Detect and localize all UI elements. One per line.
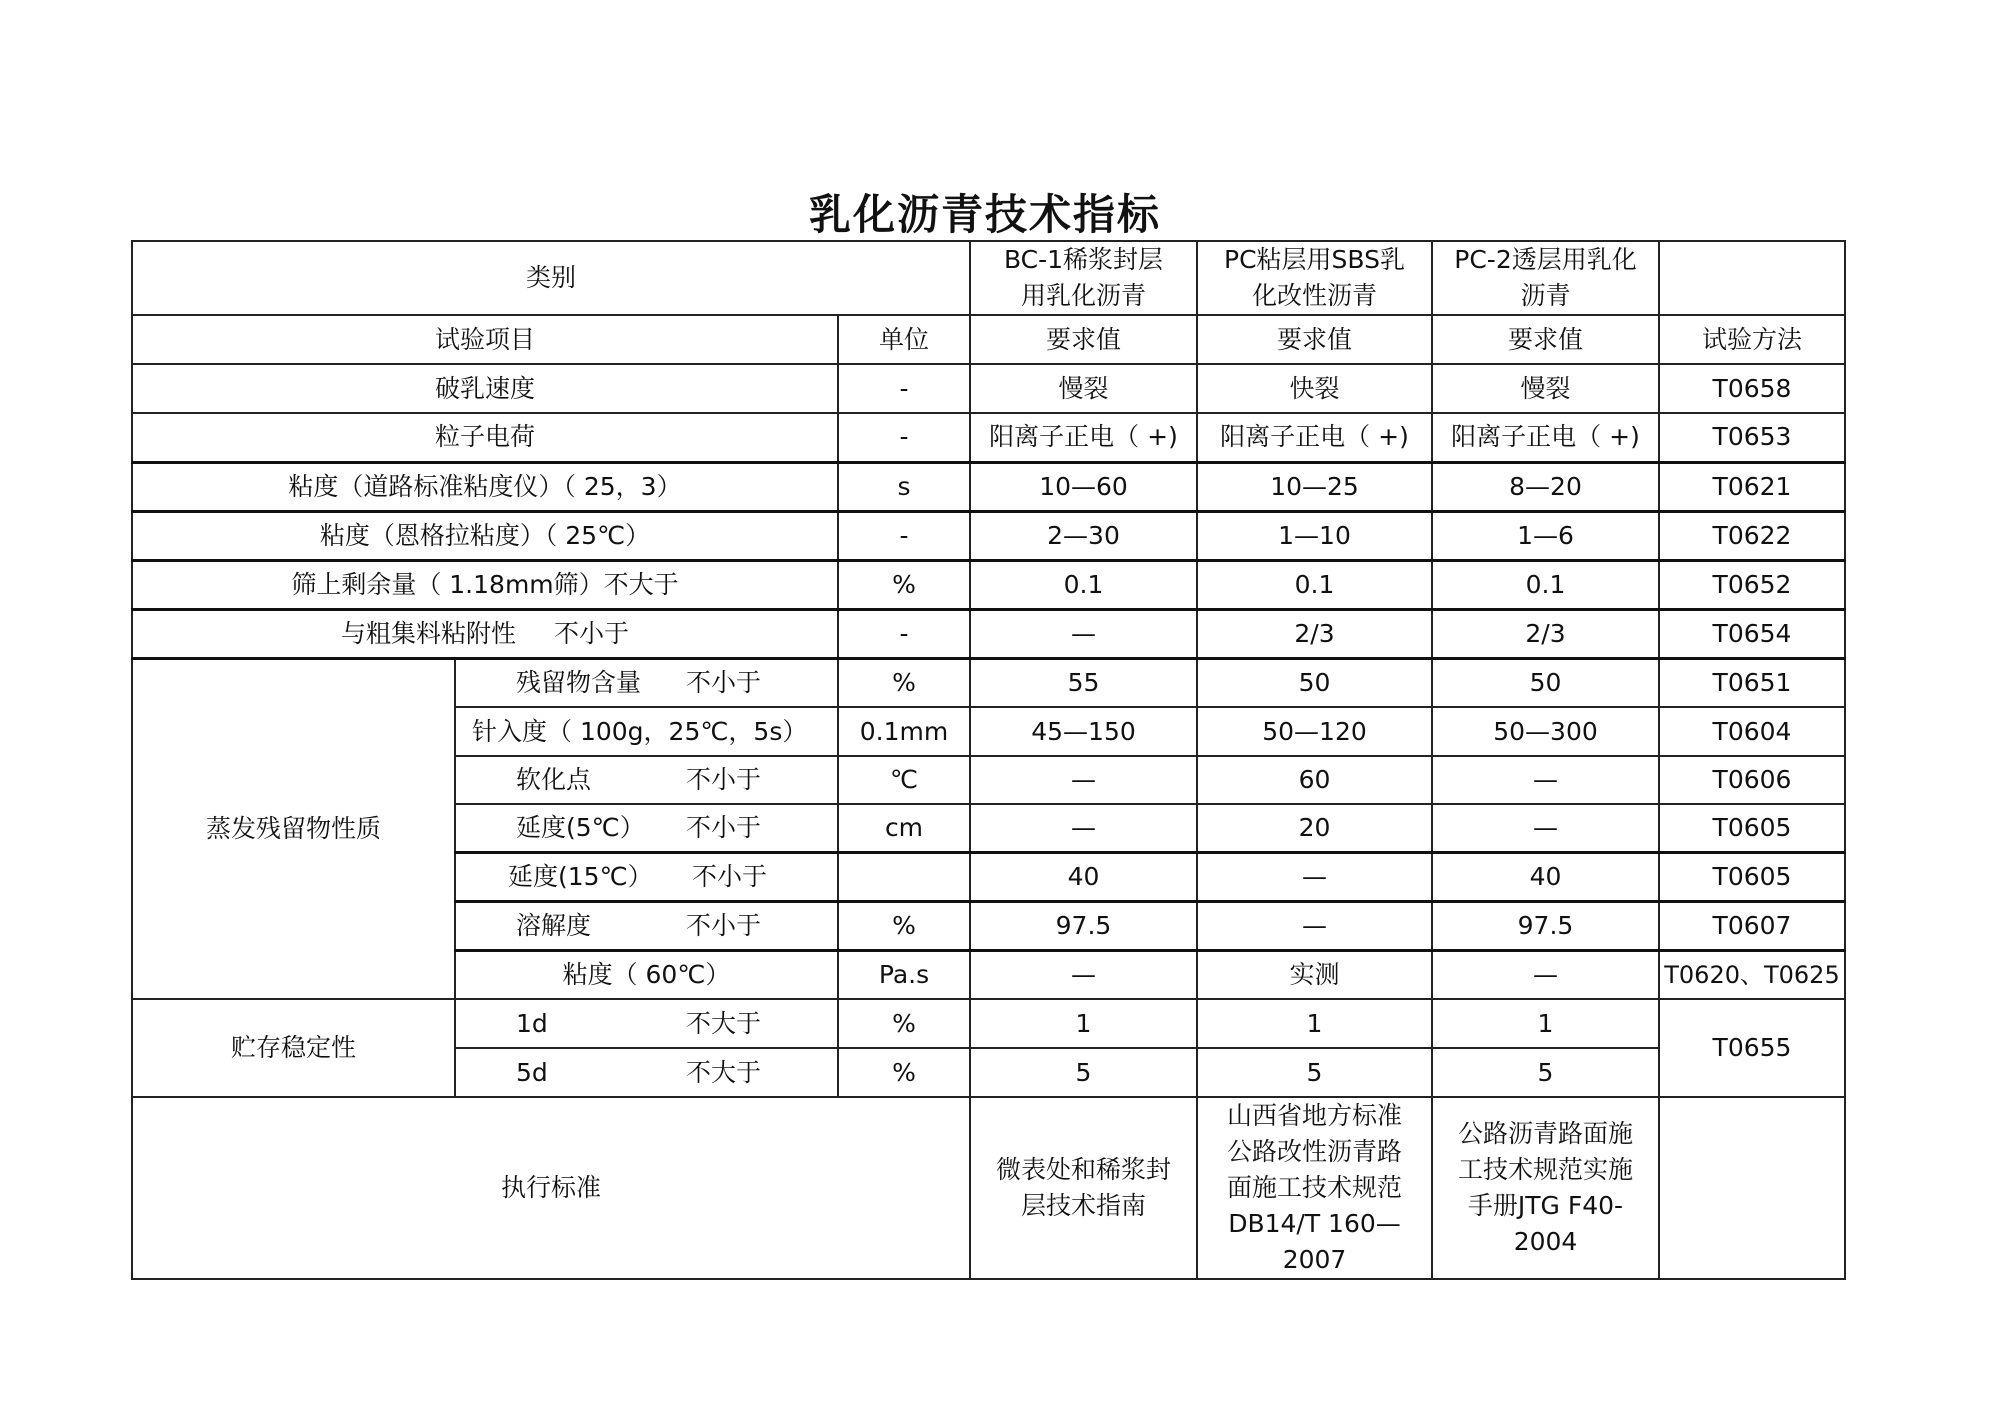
- table-row: [132, 364, 1845, 413]
- row-method: T0605: [1659, 852, 1845, 901]
- row-unit: %: [838, 901, 970, 950]
- row-method: T0620、T0625: [1659, 950, 1845, 999]
- standard-label: 执行标准: [132, 1097, 970, 1279]
- row-method: T0604: [1659, 707, 1845, 756]
- row-value-1: —: [970, 756, 1197, 804]
- storage-item-name: 5d: [516, 1057, 548, 1087]
- residue-item-qualifier: 不小于: [686, 812, 762, 842]
- spec-table: [131, 240, 1846, 1280]
- row-value-2: 0.1: [1197, 560, 1432, 609]
- row-method: T0654: [1659, 609, 1845, 658]
- row-value-3: 50—300: [1432, 707, 1659, 756]
- residue-item-qualifier: 不小于: [686, 765, 762, 794]
- residue-item: [455, 901, 838, 950]
- residue-item-qualifier: 不小于: [686, 910, 762, 940]
- residue-item: [455, 950, 838, 999]
- residue-item: [455, 707, 838, 756]
- row-value-1: 55: [970, 658, 1197, 707]
- row-value-3: 97.5: [1432, 901, 1659, 950]
- row-value-1: 2—30: [970, 511, 1197, 560]
- row-item: 粘度（恩格拉粘度）（ 25℃）: [132, 511, 838, 560]
- row-item-name: 与粗集料粘附性: [340, 618, 516, 648]
- row-unit: %: [838, 1048, 970, 1097]
- row-unit: -: [838, 413, 970, 462]
- row-unit: 0.1mm: [838, 707, 970, 756]
- row-method: T0621: [1659, 462, 1845, 511]
- row-method: T0658: [1659, 364, 1845, 413]
- residue-item-name: 软化点: [516, 765, 592, 794]
- standard-method: [1659, 1097, 1845, 1279]
- residue-item-name: 延度(15℃）: [508, 861, 653, 891]
- row-value-3: 2/3: [1432, 609, 1659, 658]
- row-value-2: 实测: [1197, 950, 1432, 999]
- row-value-2: 阳离子正电（ +): [1197, 413, 1432, 462]
- row-method: T0606: [1659, 756, 1845, 804]
- row-value-3: 40: [1432, 852, 1659, 901]
- header-col-bc1: BC-1稀浆封层用乳化沥青: [970, 241, 1197, 315]
- req-header-2: 要求值: [1197, 315, 1432, 364]
- row-unit: %: [838, 560, 970, 609]
- storage-group-label: 贮存稳定性: [132, 999, 455, 1097]
- residue-item: [455, 804, 838, 852]
- row-unit: %: [838, 658, 970, 707]
- row-value-2: 2/3: [1197, 609, 1432, 658]
- table-row: [132, 462, 1845, 511]
- header-col-empty: [1659, 241, 1845, 315]
- row-value-2: 1—10: [1197, 511, 1432, 560]
- row-unit: -: [838, 364, 970, 413]
- row-value-1: 1: [970, 999, 1197, 1048]
- residue-item-qualifier: 不小于: [692, 861, 768, 891]
- standard-value-1: 微表处和稀浆封层技术指南: [970, 1097, 1197, 1279]
- row-value-1: 阳离子正电（ +): [970, 413, 1197, 462]
- storage-item: [455, 999, 838, 1048]
- row-method: T0652: [1659, 560, 1845, 609]
- row-value-1: 97.5: [970, 901, 1197, 950]
- row-value-2: —: [1197, 852, 1432, 901]
- row-unit: -: [838, 511, 970, 560]
- row-value-3: 8—20: [1432, 462, 1659, 511]
- row-value-3: 1: [1432, 999, 1659, 1048]
- page-title: 乳化沥青技术指标: [808, 190, 1161, 239]
- table-row: [132, 413, 1845, 462]
- row-value-1: 40: [970, 852, 1197, 901]
- row-item: 粘度（道路标准粘度仪）（ 25，3）: [132, 462, 838, 511]
- row-method: T0605: [1659, 804, 1845, 852]
- row-method: T0607: [1659, 901, 1845, 950]
- standard-row: [132, 1097, 1845, 1279]
- table-row: [132, 999, 1845, 1048]
- row-value-1: —: [970, 950, 1197, 999]
- row-value-3: 阳离子正电（ +): [1432, 413, 1659, 462]
- residue-item-name: 延度(5℃）: [516, 812, 645, 842]
- row-value-3: 1—6: [1432, 511, 1659, 560]
- standard-value-3: 公路沥青路面施工技术规范实施手册JTG F40-2004: [1432, 1097, 1659, 1279]
- header-col-pc2: PC-2透层用乳化沥青: [1432, 241, 1659, 315]
- residue-item-name: 残留物含量: [516, 667, 642, 697]
- row-item: 筛上剩余量（ 1.18mm筛）不大于: [132, 560, 838, 609]
- row-item: 破乳速度: [132, 364, 838, 413]
- storage-item-qualifier: 不大于: [686, 1057, 762, 1087]
- row-value-1: 慢裂: [970, 364, 1197, 413]
- row-unit: ℃: [838, 756, 970, 804]
- row-value-2: —: [1197, 901, 1432, 950]
- residue-item: [455, 852, 838, 901]
- row-method: T0622: [1659, 511, 1845, 560]
- row-unit: s: [838, 462, 970, 511]
- row-value-2: 快裂: [1197, 364, 1432, 413]
- row-value-1: 10—60: [970, 462, 1197, 511]
- row-value-2: 60: [1197, 756, 1432, 804]
- category-label: 类别: [132, 241, 970, 315]
- row-value-1: 0.1: [970, 560, 1197, 609]
- row-unit: -: [838, 609, 970, 658]
- item-header: 试验项目: [132, 315, 838, 364]
- row-unit: %: [838, 999, 970, 1048]
- residue-group-label: 蒸发残留物性质: [132, 658, 455, 999]
- table-row: [132, 609, 1845, 658]
- storage-item-name: 1d: [516, 1008, 548, 1038]
- req-header-3: 要求值: [1432, 315, 1659, 364]
- row-value-1: —: [970, 804, 1197, 852]
- row-value-3: —: [1432, 756, 1659, 804]
- row-method: T0651: [1659, 658, 1845, 707]
- row-value-2: 20: [1197, 804, 1432, 852]
- row-value-2: 50: [1197, 658, 1432, 707]
- header-row: [132, 241, 1845, 315]
- table-row: [132, 560, 1845, 609]
- subheader-row: [132, 315, 1845, 364]
- row-value-3: 5: [1432, 1048, 1659, 1097]
- residue-item: [455, 658, 838, 707]
- unit-header: 单位: [838, 315, 970, 364]
- row-method: T0653: [1659, 413, 1845, 462]
- residue-item-name: 溶解度: [516, 910, 592, 940]
- row-value-1: 45—150: [970, 707, 1197, 756]
- storage-method: T0655: [1659, 999, 1845, 1097]
- row-value-1: 5: [970, 1048, 1197, 1097]
- row-value-2: 5: [1197, 1048, 1432, 1097]
- row-value-1: —: [970, 609, 1197, 658]
- row-item: 粒子电荷: [132, 413, 838, 462]
- row-value-3: —: [1432, 804, 1659, 852]
- row-value-3: 50: [1432, 658, 1659, 707]
- table-row: [132, 511, 1845, 560]
- residue-item: [455, 756, 838, 804]
- residue-item-name: 粘度（ 60℃）: [562, 959, 731, 989]
- row-value-2: 50—120: [1197, 707, 1432, 756]
- method-header: 试验方法: [1659, 315, 1845, 364]
- row-value-3: —: [1432, 950, 1659, 999]
- storage-item: [455, 1048, 838, 1097]
- row-value-3: 0.1: [1432, 560, 1659, 609]
- req-header-1: 要求值: [970, 315, 1197, 364]
- table-row: [132, 658, 1845, 707]
- row-value-2: 10—25: [1197, 462, 1432, 511]
- row-value-3: 慢裂: [1432, 364, 1659, 413]
- residue-item-name: 针入度（ 100g，25℃，5s）: [472, 716, 808, 746]
- standard-value-2: 山西省地方标准公路改性沥青路面施工技术规范 DB14/T 160—2007: [1197, 1097, 1432, 1279]
- row-unit: cm: [838, 804, 970, 852]
- row-item-qualifier: 不小于: [554, 618, 630, 648]
- storage-item-qualifier: 不大于: [686, 1008, 762, 1038]
- header-col-pc: PC粘层用SBS乳化改性沥青: [1197, 241, 1432, 315]
- row-unit: [838, 852, 970, 901]
- row-unit: Pa.s: [838, 950, 970, 999]
- row-value-2: 1: [1197, 999, 1432, 1048]
- residue-item-qualifier: 不小于: [686, 667, 762, 697]
- row-item: [132, 609, 838, 658]
